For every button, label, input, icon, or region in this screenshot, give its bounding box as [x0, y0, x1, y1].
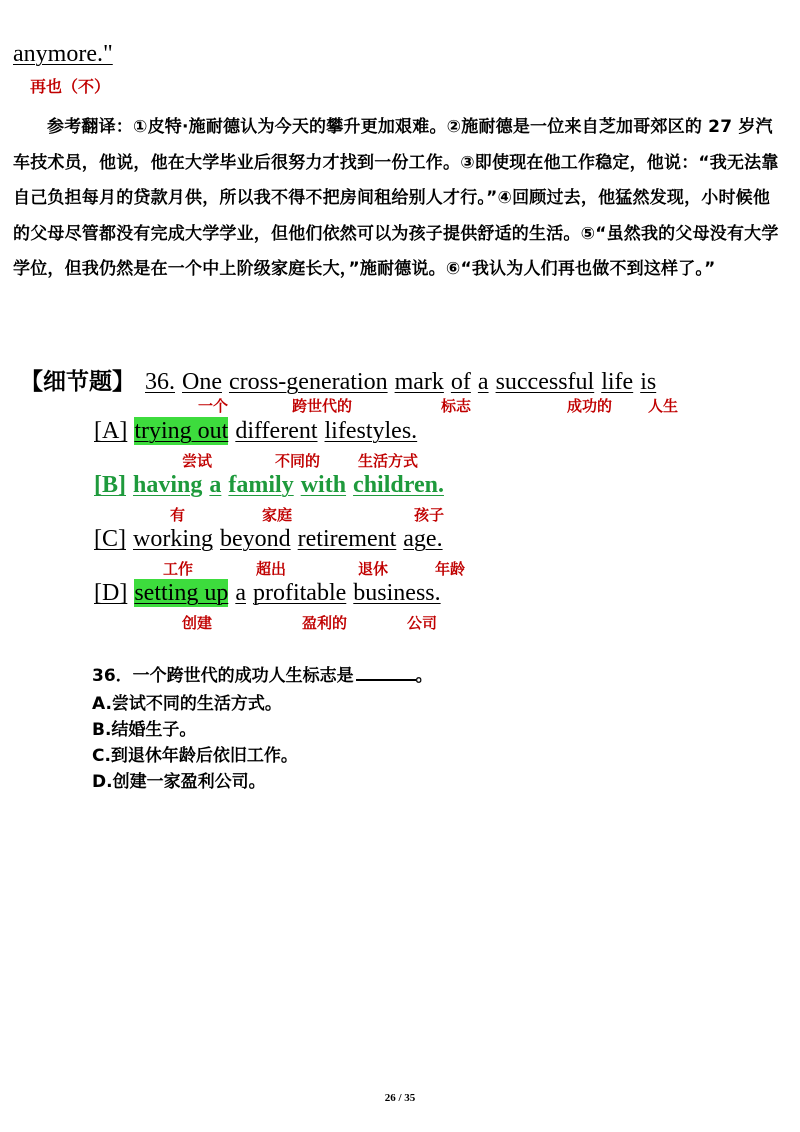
answer-blank: [356, 663, 416, 681]
option-gloss: 尝试: [182, 452, 213, 470]
stem-word: a: [477, 369, 489, 395]
option-b-answer: [94, 471, 451, 499]
option-gloss: 退休: [358, 560, 389, 578]
option-gloss: 生活方式: [358, 452, 419, 470]
option-word: family: [228, 472, 294, 498]
option-label: [D]: [94, 580, 128, 606]
chinese-option-a: A.尝试不同的生活方式。: [92, 694, 282, 714]
chinese-option-b: B.结婚生子。: [92, 720, 197, 740]
option-word-highlighted: setting up: [134, 580, 229, 606]
chinese-option-d: D.创建一家盈利公司。: [92, 772, 266, 792]
chinese-stem-text: 36．一个跨世代的成功人生标志是: [92, 666, 354, 686]
option-c: [94, 525, 450, 553]
option-word: working: [133, 526, 213, 552]
option-gloss: 公司: [407, 614, 438, 632]
option-gloss: 家庭: [262, 506, 293, 524]
stem-gloss: 成功的: [567, 397, 613, 415]
question-type-tag: 【细节题】: [20, 369, 135, 395]
option-gloss: 不同的: [275, 452, 321, 470]
option-word: profitable: [252, 580, 347, 606]
option-word: a: [209, 472, 222, 498]
option-d: [94, 579, 448, 607]
stem-word: of: [450, 369, 471, 395]
option-word: with: [300, 472, 347, 498]
option-word: retirement: [297, 526, 397, 552]
option-word: age.: [403, 526, 443, 552]
stem-word: One: [182, 369, 222, 395]
stem-word: is: [640, 369, 657, 395]
chinese-option-c: C.到退休年龄后依旧工作。: [92, 746, 298, 766]
stem-word: successful: [495, 369, 595, 395]
chinese-question-stem: [92, 662, 433, 690]
option-gloss: 有: [170, 506, 186, 524]
option-word: different: [235, 418, 318, 444]
stem-gloss: 人生: [648, 397, 679, 415]
top-gloss: 再也（不）: [30, 77, 111, 96]
option-word: a: [235, 580, 246, 606]
option-word: children.: [353, 472, 444, 498]
option-label: [C]: [94, 526, 126, 552]
option-gloss: 工作: [163, 560, 194, 578]
option-gloss: 孩子: [414, 506, 445, 524]
option-word: business.: [353, 580, 441, 606]
stem-word: 36.: [145, 369, 175, 395]
option-gloss: 年龄: [435, 560, 466, 578]
option-word: beyond: [220, 526, 291, 552]
stem-word: life: [601, 369, 634, 395]
top-english-fragment: anymore.": [13, 41, 113, 67]
option-gloss: 超出: [256, 560, 287, 578]
stem-word: mark: [394, 369, 444, 395]
stem-gloss: 一个: [198, 397, 229, 415]
stem-word: cross-generation: [228, 369, 388, 395]
stem-gloss: 标志: [441, 397, 472, 415]
option-a: [94, 417, 424, 445]
option-label: [A]: [94, 418, 128, 444]
option-word: having: [133, 472, 203, 498]
stem-gloss: 跨世代的: [292, 397, 353, 415]
option-label: [B]: [94, 472, 126, 498]
option-word-highlighted: trying out: [134, 418, 229, 444]
option-gloss: 盈利的: [302, 614, 348, 632]
reference-translation: 参考翻译：①皮特·施耐德认为今天的攀升更加艰难。②施耐德是一位来自芝加哥郊区的 27 岁汽车技术员，他说，他在大学毕业后很努力才找到一份工作。③即使现在他工作稳定，他说：“我无法靠自己负担每月的贷款月供，所以我不得不把房间租给别人才行。”④回顾过去，他猛然发现，小时候他的父母尽管都没有完成大学学业，但他们依然可以为孩子提供舒适的生活。⑤“虽然我的父母没有大学学位，但我仍然是在一个中上阶级家庭长大，”施耐德说。⑥“我认为人们再也做不到这样了。”: [13, 117, 779, 279]
page-number: 26 / 35: [384, 1092, 416, 1104]
option-gloss: 创建: [182, 614, 213, 632]
chinese-stem-end: 。: [415, 666, 433, 686]
question-stem: [20, 363, 663, 396]
option-word: lifestyles.: [324, 418, 418, 444]
